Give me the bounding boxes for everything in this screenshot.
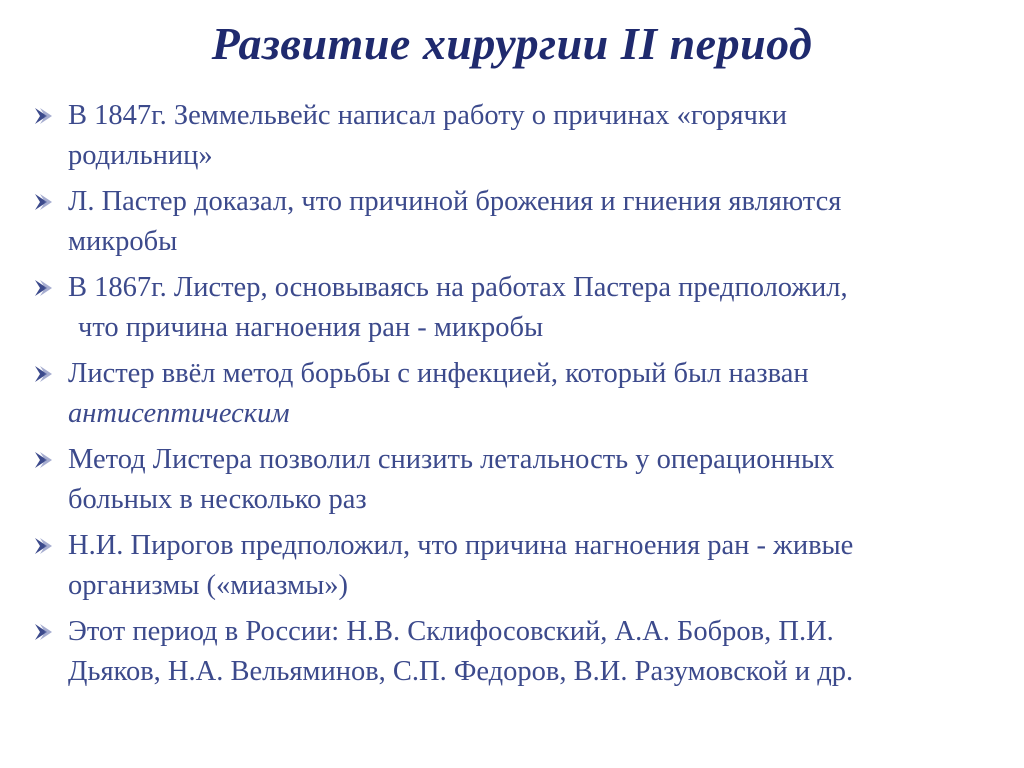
bullet-text-line1: Листер ввёл метод борьбы с инфекцией, который был назван (68, 358, 809, 389)
bullet-text-line2: что причина нагноения ран - микробы (78, 312, 544, 343)
list-item (30, 182, 1015, 262)
list-item (30, 96, 1015, 176)
bullet-text-line1: В 1867г. Листер, основываясь на работах Пастера предположил, (68, 272, 848, 303)
bullet-text-line2: больных в несколько раз (68, 484, 367, 515)
bullet-text-line2: Дьяков, Н.А. Вельяминов, С.П. Федоров, В.И. Разумовской и др. (68, 656, 854, 687)
list-item (30, 612, 1015, 692)
bullet-text-line1: Метод Листера позволил снизить летальность у операционных (68, 444, 835, 475)
bullet-text-line1: Н.И. Пирогов предположил, что причина нагноения ран - живые (68, 530, 854, 561)
bullet-list (30, 96, 1015, 698)
list-item (30, 268, 1015, 348)
bullet-text-line2: организмы («миазмы») (68, 570, 348, 601)
chevron-arrow-bullet-icon (32, 612, 56, 652)
bullet-text-line1: Л. Пастер доказал, что причиной брожения и гниения являются (68, 186, 842, 217)
chevron-arrow-bullet-icon (32, 182, 56, 222)
chevron-arrow-bullet-icon (32, 440, 56, 480)
bullet-text-line2-italic: антисептическим (68, 398, 290, 429)
chevron-arrow-bullet-icon (32, 354, 56, 394)
slide-title: Развитие хирургии II период (211, 18, 813, 69)
chevron-arrow-bullet-icon (32, 96, 56, 136)
list-item (30, 354, 1015, 434)
bullet-text-line1: В 1847г. Земмельвейс написал работу о причинах «горячки (68, 100, 787, 131)
bullet-text-line2: родильниц» (68, 140, 213, 171)
list-item (30, 526, 1015, 606)
list-item (30, 440, 1015, 520)
bullet-text-line1: Этот период в России: Н.В. Склифосовский, А.А. Бобров, П.И. (68, 616, 834, 647)
chevron-arrow-bullet-icon (32, 526, 56, 566)
bullet-text-line2: микробы (68, 226, 178, 257)
chevron-arrow-bullet-icon (32, 268, 56, 308)
